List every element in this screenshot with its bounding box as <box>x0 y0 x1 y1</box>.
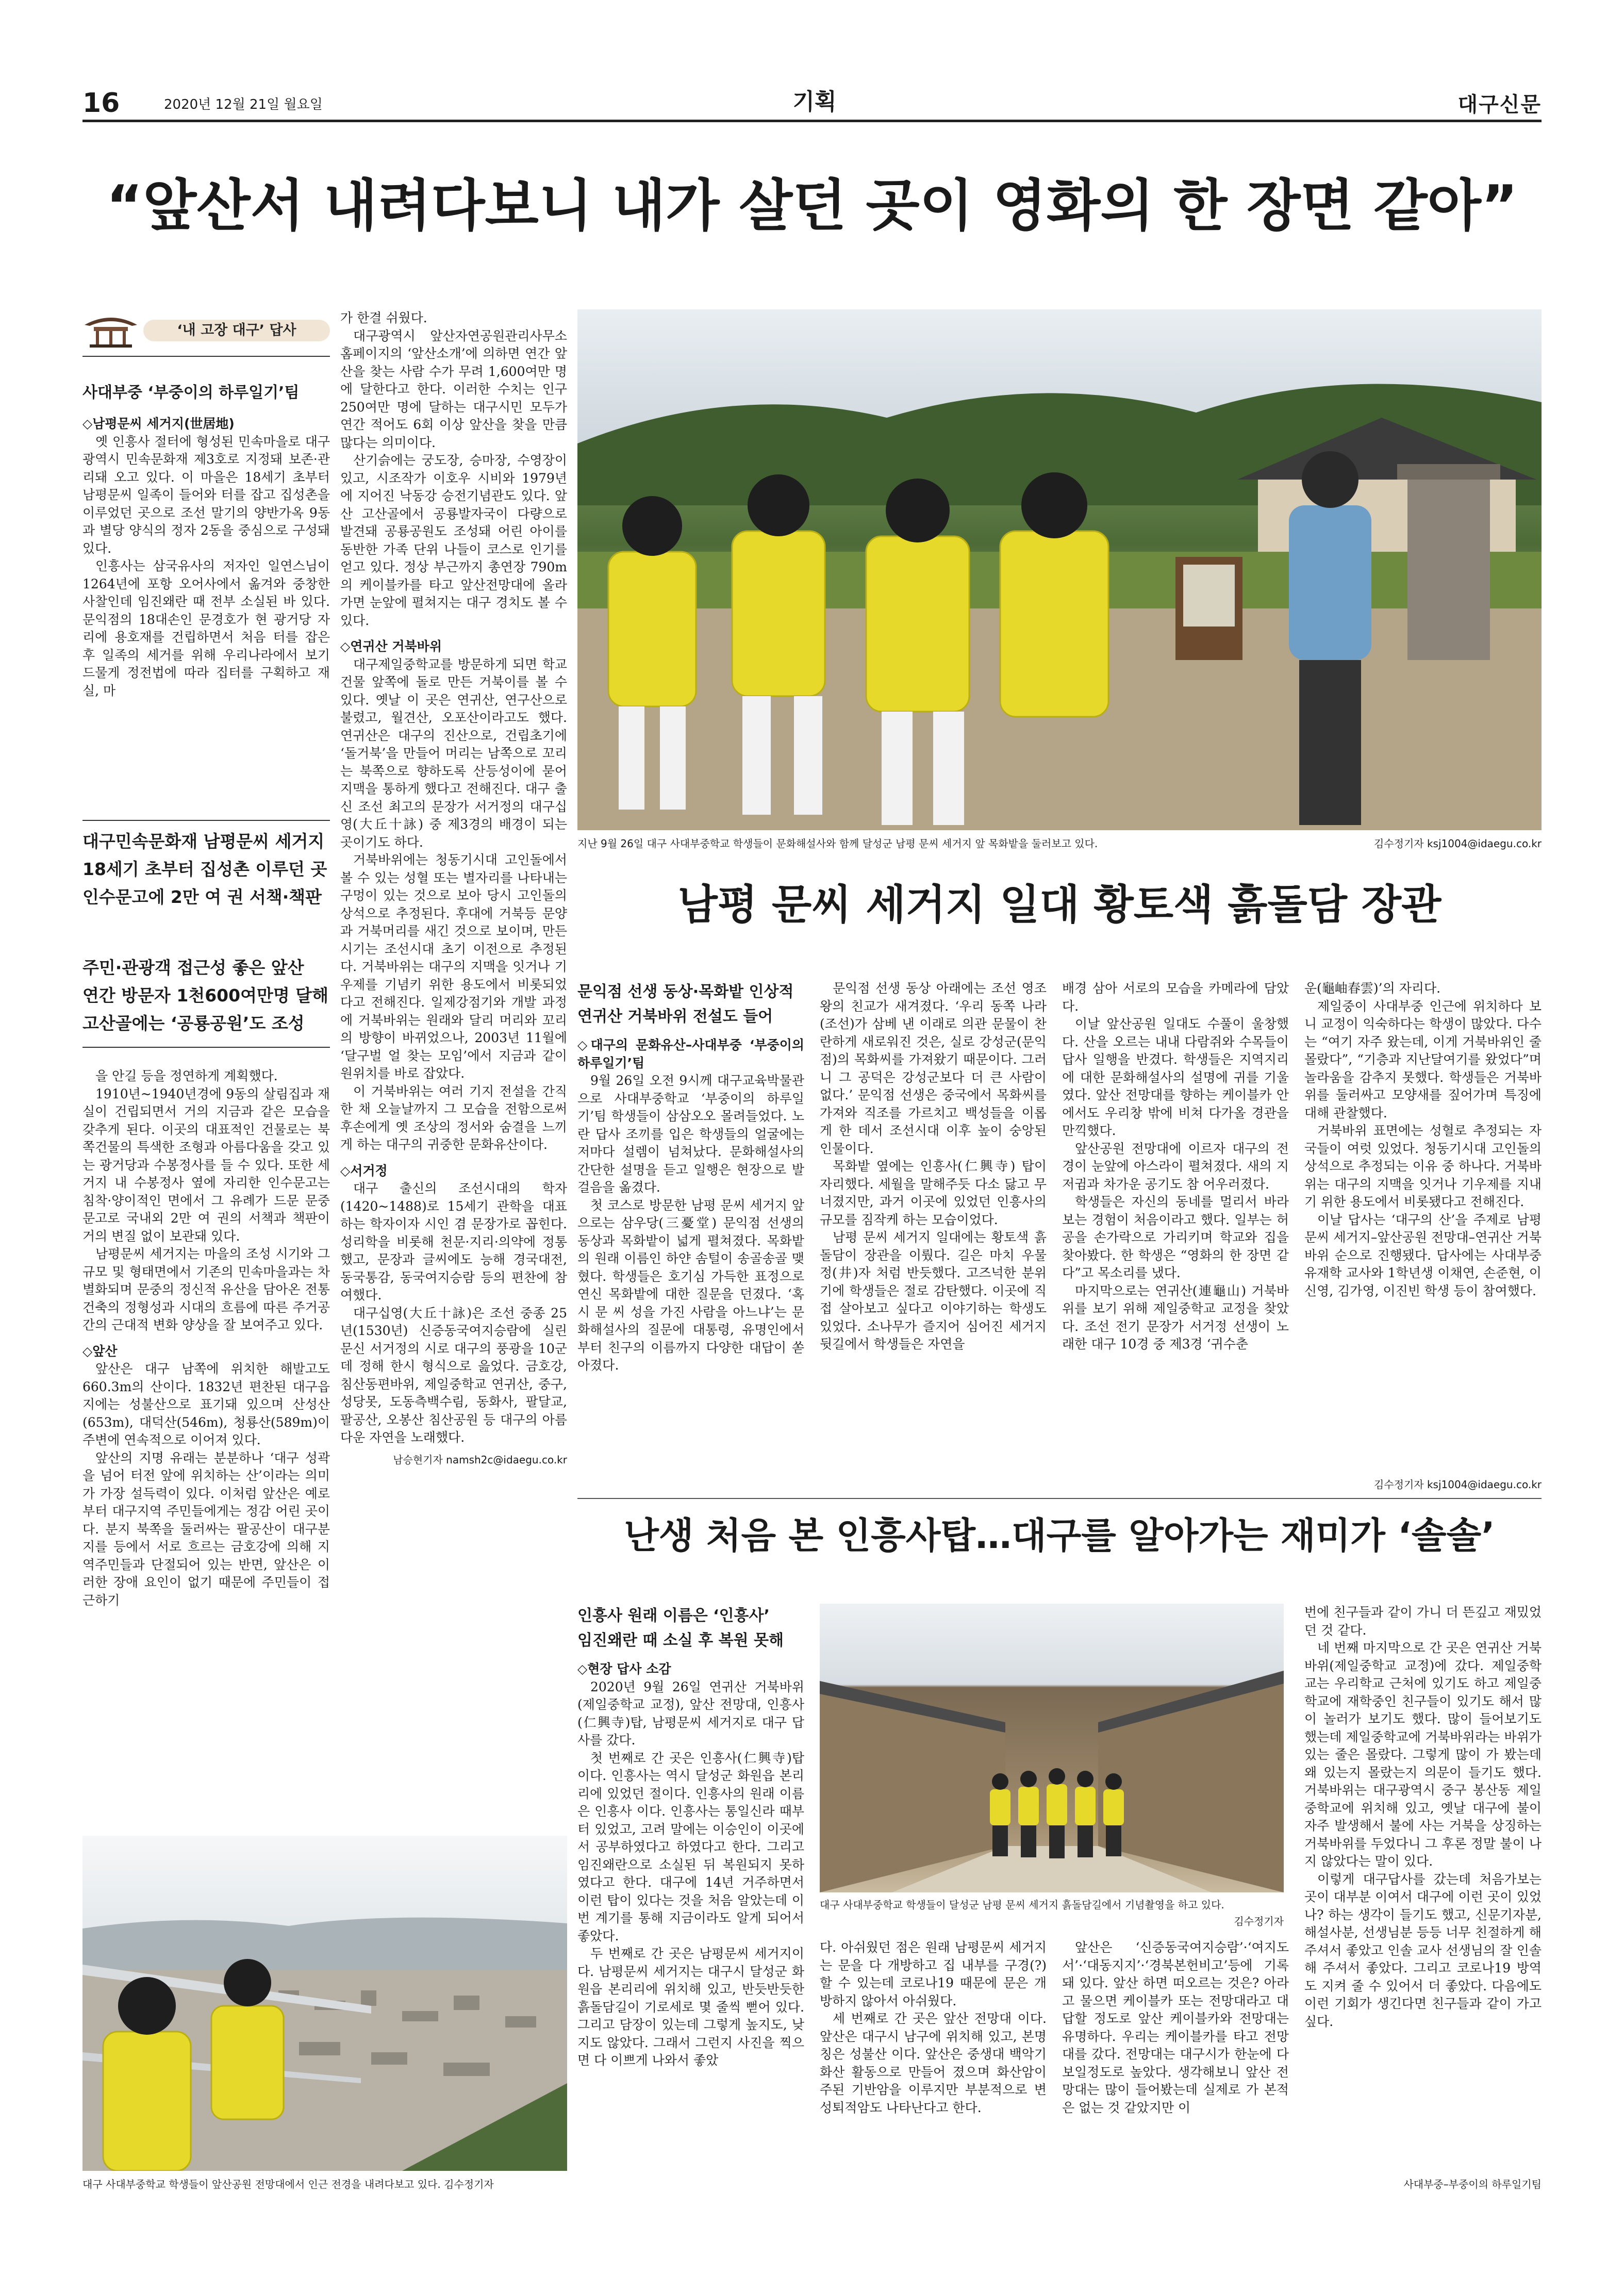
paragraph: 인흥사는 삼국유사의 저자인 일연스님이 1264년에 포항 오어사에서 옮겨와 중창한 사찰인데 임진왜란 때 전부 소실된 바 있다. 문익점의 18대손인 문경호가 현 광거당 자리에 용호재를 건립하면서 처음 터를 잡은 후 일족의 세거를 위해 우리나라에서 보기 드물게 정전법에 따라 집터를 구획하고 재실, 마 <box>82 558 330 698</box>
story2-col3 <box>1062 980 1289 1552</box>
photo1-caption: 지난 9월 26일 대구 사대부중학교 학생들이 문화해설사와 함께 달성군 남평 문씨 세거지 앞 목화밭을 둘러보고 있다. <box>577 837 1098 850</box>
story3-subheads <box>577 1604 804 1653</box>
photo-illustration <box>82 1836 567 2171</box>
story2-subheads <box>577 980 804 1029</box>
series-rule <box>82 356 330 357</box>
paragraph: 앞산은 대구 남쪽에 위치한 해발고도 660.3m의 산이다. 1832년 편찬된 대구읍지에는 성불산으로 표기돼 있으며 산성산(653m), 대덕산(546m), 청룡산(589m)이 주변에 연속적으로 이어져 있다. <box>82 1361 330 1447</box>
story2-col2 <box>820 980 1047 1552</box>
story3-byline: 사대부중–부중이의 하루일기팀 <box>1403 2178 1542 2190</box>
story-subhead: 인흥사 원래 이름은 ‘인흥사’ <box>577 1607 770 1625</box>
paragraph: 세 번째로 간 곳은 앞산 전망대 이다. 앞산은 대구시 남구에 위치해 있고, 본명칭은 성불산 이다. 앞산은 중생대 백악기 화산 활동으로 만들어 졌으며 화산암이 주된 기반암을 이루지만 부분적으로 변성퇴적암도 나타난다고 한다. <box>820 2011 1047 2115</box>
story3-col1 <box>577 1660 804 2197</box>
photo3-credit: 김수정기자 <box>1234 1915 1284 1927</box>
paragraph: 이날 앞산공원 일대도 수풀이 울창했다. 산을 오르는 내내 다람쥐와 수목들이 답사 일행을 반겼다. 학생들은 지역지리에 대한 문화해설사의 설명에 귀를 기울였다. 앞산 전망대를 향하는 케이블카 안에서도 우리창 밖에 비쳐 다가올 경관을 만끽했다. <box>1062 1016 1289 1138</box>
side-heading-rule <box>82 1047 330 1048</box>
pavilion-icon <box>82 314 139 348</box>
photo1-credit: 김수정기자 ksj1004@idaegu.co.kr <box>1374 837 1542 850</box>
headline-3: 난생 처음 본 인흥사탑…대구를 알아가는 재미가 ‘솔솔’ <box>624 1514 1495 1557</box>
photo-illustration <box>820 1604 1284 1892</box>
photo-illustration <box>577 309 1542 830</box>
side-heading-block-1 <box>82 828 330 911</box>
issue-date: 2020년 12월 21일 월요일 <box>164 97 323 112</box>
series-label: ‘내 고장 대구’ 답사 <box>143 320 330 341</box>
paragraph: 학생들은 자신의 동네를 멀리서 바라보는 경험이 처음이라고 했다. 일부는 허공을 손가락으로 가리키며 학교와 집을 찾아봤다. 한 학생은 “영화의 한 장면 같다”고 목소리를 냈다. <box>1062 1194 1289 1280</box>
series-team: 사대부중 ‘부중이의 하루일기’팀 <box>82 384 300 402</box>
paragraph: 두 번째로 간 곳은 남평문씨 세거지이다. 남평문씨 세거지는 대구시 달성군 화원읍 본리리에 위치해 있고, 반듯반듯한 흙돌담길이 기로세로 몇 줄씩 뻗어 있다. 그리고 담장이 있는데 그렇게 높지도, 낮지도 않았다. 그래서 그런지 사진을 찍으면 다 이쁘게 나와서 좋았 <box>577 1946 804 2068</box>
paragraph: 거북바위에는 청동기시대 고인돌에서 볼 수 있는 성혈 또는 별자리를 나타내는 구멍이 있는 것으로 보아 당시 고인돌의 상석으로 추정된다. 후대에 거북등 문양과 거북머리를 새긴 것으로 보이며, 만든 시기는 조선시대 초기 이전으로 추정된다. 거북바위는 대구의 지맥을 잇거나 기우제를 기념키 위한 용도에서 비롯되었다고 전해진다. 일제강점기와 개발 과정에 거북바위는 원래와 달리 머리와 꼬리의 방향이 바뀌었으나, 2003년 11월에 ‘달구벌 얼 찾는 모임’에서 지금과 같이 원위치를 바로 잡았다. <box>340 852 567 1081</box>
paragraph: 이렇게 대구답사를 갔는데 처음가보는 곳이 대부분 이여서 대구에 이런 곳이 있었나? 하는 생각이 들기도 했고, 신문기자분, 해설사분, 선생님분 등등 너무 친절하게 해 주셔서 좋았고 인솔 교사 선생님의 잘 인솔해 주셔서 좋았다. 그리고 코로나19 방역도 지켜 줄 수 있어서 더 좋았다. 다음에도 이런 기회가 생긴다면 친구들과 같이 가고 싶다. <box>1304 1871 1542 2029</box>
sub-heading: ◇남평문씨 세거지(世居地) <box>82 416 235 431</box>
side-heading-line: 연간 방문자 1천600여만명 달해 <box>82 985 328 1006</box>
left-col1-upper <box>82 415 330 807</box>
paragraph: 남평 문씨 세거지 일대에는 황토색 흙돌담이 장관을 이뤘다. 길은 마치 우물 정(井)자 처럼 반듯했다. 고즈넉한 분위기에 학생들은 절로 감탄했다. 이곳에 직접 살아보고 싶다고 이야기하는 학생도 있었다. 소나무가 즐지어 심어진 세거지 뒷길에서 학생들은 자연을 <box>820 1230 1047 1352</box>
sub-heading: ◇서거정 <box>340 1163 388 1178</box>
photo3-caption: 대구 사대부중학교 학생들이 달성군 남평 문씨 세거지 흙돌담길에서 기념촬영을 하고 있다. <box>820 1899 1224 1911</box>
byline: 남승현기자 namsh2c@idaegu.co.kr <box>393 1453 567 1466</box>
paragraph: 앞산의 지명 유래는 분분하나 ‘대구 성곽을 넘어 터전 앞에 위치하는 산’이라는 의미가 가장 설득력이 있다. 이처럼 앞산은 예로부터 대구지역 주민들에게는 정감 어린 곳이다. 분지 북쪽을 둘러싸는 팔공산이 대구분지를 등에서 서로 흐르는 금호강에 의해 지역주민들과 단절되어 있는 반면, 앞산은 이러한 장애 요인이 없기 때문에 주민들이 접근하기 <box>82 1450 330 1608</box>
left-col1-lower <box>82 1067 330 1815</box>
photo-museum-visit <box>577 309 1542 830</box>
sub-heading: ◇현장 답사 소감 <box>577 1661 671 1676</box>
side-heading-line: 인수문고에 2만 여 권 서책·책판 <box>82 887 322 907</box>
paragraph: 대구 출신의 조선시대의 학자(1420~1488)로 15세기 관학을 대표하는 학자이자 시인 겸 문장가로 꼽힌다. 성리학을 비롯해 천문·지리·의약에 정통했고, 문장과 글씨에도 능해 경국대전, 동국통감, 동국여지승람 등의 편찬에 참여했다. <box>340 1181 567 1303</box>
story-divider <box>577 1498 1542 1499</box>
paragraph: 번에 친구들과 같이 가니 더 뜬깊고 재밌었던 것 같다. <box>1304 1605 1542 1638</box>
paragraph: 을 안길 등을 정연하게 계획했다. <box>95 1068 278 1083</box>
paragraph: 이날 답사는 ‘대구의 산’을 주제로 남평 문씨 세거지–앞산공원 전망대–연귀산 거북바위 순으로 진행됐다. 답사에는 사대부중 유재학 교사와 1학년생 이채연, 손준현, 이신영, 김가영, 이진빈 학생 등이 참여했다. <box>1304 1212 1542 1298</box>
paragraph: 이 거북바위는 여러 기지 전설을 간직한 채 오늘날까지 그 모습을 전함으로써 후손에게 옛 조상의 정서와 숨결을 느끼게 하는 대구의 귀중한 문화유산이다. <box>340 1083 567 1152</box>
paragraph: 목화밭 옆에는 인흥사(仁興寺) 탑이 자리했다. 세월을 말해주듯 다소 닳고 무너졌지만, 과거 이곳에 있었던 인흥사의 규모를 짐작케 하는 모습이었다. <box>820 1159 1047 1227</box>
paragraph: 마지막으로는 연귀산(連龜山) 거북바위를 보기 위해 제일중학교 교정을 찾았다. 조선 전기 문장가 서거정 선생이 노래한 대구 10경 중 제3경 ‘귀수춘 <box>1062 1283 1289 1352</box>
header-rule <box>82 120 1542 122</box>
paragraph: 대구제일중학교를 방문하게 되면 학교 건물 앞쪽에 돌로 만든 거북이를 볼 수 있다. 옛날 이 곳은 연귀산, 연구산으로 불렸고, 월견산, 오포산이라고도 했다. 연귀산은 대구의 진산으로, 건립초기에 ‘돌거북’을 만들어 머리는 남쪽으로 꼬리는 북쪽으로 향하도록 산등성이에 묻어 지맥을 통하게 했다고 전해진다. 대구 출신 조선 최고의 문장가 서거정의 대구십영(大丘十詠) 중 제3경의 배경이 되는 곳이기도 하다. <box>340 656 567 850</box>
paragraph: 대구광역시 앞산자연공원관리사무소 홈페이지의 ‘앞산소개’에 의하면 연간 앞산을 찾는 사람 수가 무려 1,600여만 명에 달한다고 한다. 이러한 수치는 인구 250여만 명에 달하는 대구시민 모두가 연간 적어도 6회 이상 앞산을 찾을 만큼 많다는 의미이다. <box>340 328 567 450</box>
side-heading-line: 주민·관광객 접근성 좋은 앞산 <box>82 958 304 978</box>
story3-col2 <box>820 1939 1047 2197</box>
sub-heading: ◇대구의 문화유산–사대부중 ‘부중이의 하루일기’팀 <box>577 1037 804 1070</box>
section-label: 기획 <box>792 89 837 115</box>
paragraph: 첫 번째로 간 곳은 인흥사(仁興寺)탑이다. 인흥사는 역시 달성군 화원읍 본리리에 있었던 절이다. 인흥사의 원래 이름은 인흥사 이다. 인흥사는 통일신라 때부터 있었고, 고려 말에는 이승인이 이곳에서 공부하였다고 하였다고 한다. 그리고 임진왜란으로 소실된 뒤 복원되지 못하였다고 한다. 대구에 14년 거주하면서 이런 탑이 있다는 것을 처음 알았는데 이번 계기를 통해 지금이라도 알게 되어서 좋았다. <box>577 1750 804 1943</box>
paragraph: 제일중이 사대부중 인근에 위치하다 보니 교정이 익숙하다는 학생이 많았다. 다수는 “여기 자주 왔는데, 이게 거북바위인 줄 몰랐다”, “기층과 지난달여기를 왔었다”며 놀라움을 감추지 못했다. 학생들은 거북바위를 둘러싸고 모양새를 짚어가며 특징에 대해 관찰했다. <box>1304 998 1542 1120</box>
paragraph: 다. 아쉬웠던 점은 원래 남평문씨 세거지는 문을 다 개방하고 집 내부를 구경(?) 할 수 있는데 코로나19 때문에 문은 개방하지 않아서 아쉬웠다. <box>820 1940 1047 2008</box>
sub-heading: ◇연귀산 거북바위 <box>340 639 442 654</box>
story-subhead: 임진왜란 때 소실 후 복원 못해 <box>577 1632 784 1650</box>
paragraph: 9월 26일 오전 9시께 대구교육박물관으로 사대부중학교 ‘부중이의 하루일기’팀 학생들이 삼삼오오 몰려들었다. 노란 답사 조끼를 입은 학생들의 얼굴에는 저마다 설렘이 넘쳐났다. 문화해설사의 간단한 설명을 듣고 일행은 현장으로 발걸음을 옮겼다. <box>577 1073 804 1195</box>
page-number: 16 <box>82 88 120 119</box>
photo2-caption: 대구 사대부중학교 학생들이 앞산공원 전망대에서 인근 전경을 내려다보고 있다. 김수정기자 <box>82 2178 494 2190</box>
side-heading-line: 고산골에는 ‘공룡공원’도 조성 <box>82 1013 305 1033</box>
paragraph: 1910년~1940년경에 9동의 살림집과 재실이 건립되면서 거의 지금과 같은 모습을 갖추게 된다. 이곳의 대표적인 건물로는 북쪽건물의 특색한 조형과 아름다움을 갖고 있는 광거당과 수봉정사를 들 수 있다. 또한 세거지 내 수봉정사 옆에 자리한 인수문고는 침착·양이적인 면에서 그 유례가 드문 문중문고로 국내외 2만 여 권의 서책과 책판이 거의 변질 없이 보관돼 있다. <box>82 1086 330 1244</box>
story-subhead: 문익점 선생 동상·목화밭 인상적 <box>577 983 794 1001</box>
story3-col3 <box>1062 1939 1289 2197</box>
paragraph: 첫 코스로 방문한 남평 문씨 세거지 앞으로는 삼우당(三憂堂) 문익점 선생의 동상과 목화밭이 넓게 펼쳐졌다. 목화밭의 원래 이름인 하얀 솜털이 송골송골 맺혔다. 학생들은 호기심 가득한 표정으로 연신 목화밭에 대한 질문을 던졌다. ‘혹시 문 씨 성을 가진 사람을 아느냐’는 문화해설사의 질문에 대통령, 유명인에서부터 친구의 이름까지 다양한 대답이 쏟아졌다. <box>577 1197 804 1373</box>
story2-col4 <box>1304 980 1542 1552</box>
photo-stone-wall-path <box>820 1604 1284 1892</box>
paragraph: 운(龜岫春雲)’의 자리다. <box>1304 981 1441 996</box>
story3-col4 <box>1304 1604 1542 2186</box>
headline-2: 남평 문씨 세거지 일대 황토색 흙돌담 장관 <box>677 881 1441 929</box>
side-heading-line: 18세기 초부터 집성촌 이루던 곳 <box>82 859 327 879</box>
paragraph: 2020년 9월 26일 연귀산 거북바위(제일중학교 교정), 앞산 전망대, 인흥사(仁興寺)탑, 남평문씨 세거지로 대구 답사를 갔다. <box>577 1679 804 1748</box>
sub-heading: ◇앞산 <box>82 1343 118 1359</box>
masthead: 대구신문 <box>1457 93 1542 117</box>
main-headline: “앞산서 내려다보니 내가 살던 곳이 영화의 한 장면 같아” <box>106 174 1518 238</box>
story-subhead: 연귀산 거북바위 전설도 들어 <box>577 1008 773 1026</box>
paragraph: 남평문씨 세거지는 마을의 조성 시기와 그 규모 및 형태면에서 기존의 민속마을과는 차별화되며 문중의 정신적 유산을 담아온 전통건축의 정형성과 시대의 흐름에 따른 주거공간의 근대적 변화 양상을 잘 보여주고 있다. <box>82 1246 330 1332</box>
paragraph: 옛 인흥사 절터에 형성된 민속마을로 대구광역시 민속문화재 제3호로 지정돼 보존·관리돼 오고 있다. 이 마을은 18세기 초부터 남평문씨 일족이 들어와 터를 잡고 집성촌을 이루었던 곳으로 조선 말기의 양반가옥 9동과 별당 양식의 정자 2동을 중심으로 구성돼 있다. <box>82 434 330 556</box>
paragraph: 문익점 선생 동상 아래에는 조선 영조왕의 친교가 새겨졌다. ‘우리 동쪽 나라(조선)가 삼베 낸 이래로 의관 문물이 찬란하게 새로워진 것은, 실로 강성군(문익점)의 목화씨를 가져왔기 때문이다. 그러니 그 공덕은 강성군보다 더 큰 사람이 없다.’ 문익점 선생은 중국에서 목화씨를 가져와 직조를 가르치고 백성들을 이롭게 한 데서 조선시대 이후 높이 숭앙된 인물이다. <box>820 981 1047 1156</box>
story2-col1 <box>577 1036 804 1552</box>
paragraph: 앞산은 ‘신증동국여지승람’·‘여지도서’·‘대동지지’·‘경북본헌비고’등에 기록 돼 있다. 앞산 하면 떠오르는 것은? 아라고 물으면 케이블카 또는 전망대라고 대답할 정도로 앞산 케이블카와 전망대는 유명하다. 우리는 케이블카를 타고 전망대를 갔다. 전망대는 대구시가 한눈에 다 보일정도로 높았다. 생각해보니 앞산 전망대는 많이 들어봤는데 실제로 가 본적은 없는 것 같았지만 이 <box>1062 1940 1289 2115</box>
paragraph: 대구십영(大丘十詠)은 조선 중종 25년(1530년) 신증동국여지승람에 실린 문신 서거정의 시로 대구의 풍광을 10군데 정해 한시 형식으로 읊었다. 금호강, 침산동편바위, 제일중학교 연귀산, 중구, 성당못, 도동측백수림, 동화사, 팔달교, 팔공산, 오봉산 침산공원 등 대구의 아름다운 자연을 노래했다. <box>340 1305 567 1445</box>
series-badge <box>82 309 330 351</box>
paragraph: 가 한결 쉬웠다. <box>340 310 427 325</box>
left-col2 <box>340 309 567 1815</box>
paragraph: 네 번째 마지막으로 간 곳은 연귀산 거북바위(제일중학교 교정)에 갔다. 제일중학교는 우리학교 근처에 있기도 하고 제일중학교에 재학중인 친구들이 있기도 해서 많이 놀러가 보기도 했다. 많이 들어보기도 했는데 제일중학교에 거북바위라는 바위가 있는 줄은 몰랐다. 그렇게 많이 가 봤는데 왜 있는지 몰랐는지 의문이 들기도 했다. 거북바위는 대구광역시 중구 봉산동 제일중학교에 위치해 있고, 옛날 대구에 불이 자주 발생해서 불에 사는 거북을 상징하는 거북바위를 두었다니 그 후론 정말 불이 나지 않았다는 말이 있다. <box>1304 1640 1542 1869</box>
photo-apsan-observatory <box>82 1836 567 2171</box>
side-heading-rule <box>82 820 330 821</box>
story2-byline: 김수정기자 ksj1004@idaegu.co.kr <box>1374 1478 1542 1491</box>
side-heading-block-2 <box>82 954 330 1037</box>
paragraph: 산기슭에는 궁도장, 승마장, 수영장이 있고, 시조작가 이호우 시비와 1979년에 지어진 낙동강 승전기념관도 있다. 앞산 고산골에서 공룡발자국이 다량으로 발견돼 공룡공원도 조성돼 어린 아이를 동반한 가족 단위 나들이 코스로 인기를 얻고 있다. 정상 부근까지 총연장 790m의 케이블카를 타고 앞산전망대에 올라가면 눈앞에 펼쳐지는 대구 경치도 볼 수 있다. <box>340 453 567 628</box>
paragraph: 거북바위 표면에는 성혈로 추정되는 자국들이 여럿 있었다. 청동기시대 고인돌의 상석으로 추정되는 이유 중 하나다. 거북바위는 대구의 지맥을 잇거나 기우제를 지내기 위한 용도에서 비롯됐다고 전해진다. <box>1304 1123 1542 1209</box>
paragraph: 앞산공원 전망대에 이르자 대구의 전경이 눈앞에 아스라이 펼쳐졌다. 새의 지저귐과 차가운 공기도 참 어우러졌다. <box>1062 1141 1289 1192</box>
paragraph: 배경 삼아 서로의 모습을 카메라에 담았다. <box>1062 981 1289 1014</box>
side-heading-line: 대구민속문화재 남평문씨 세거지 <box>82 831 325 851</box>
